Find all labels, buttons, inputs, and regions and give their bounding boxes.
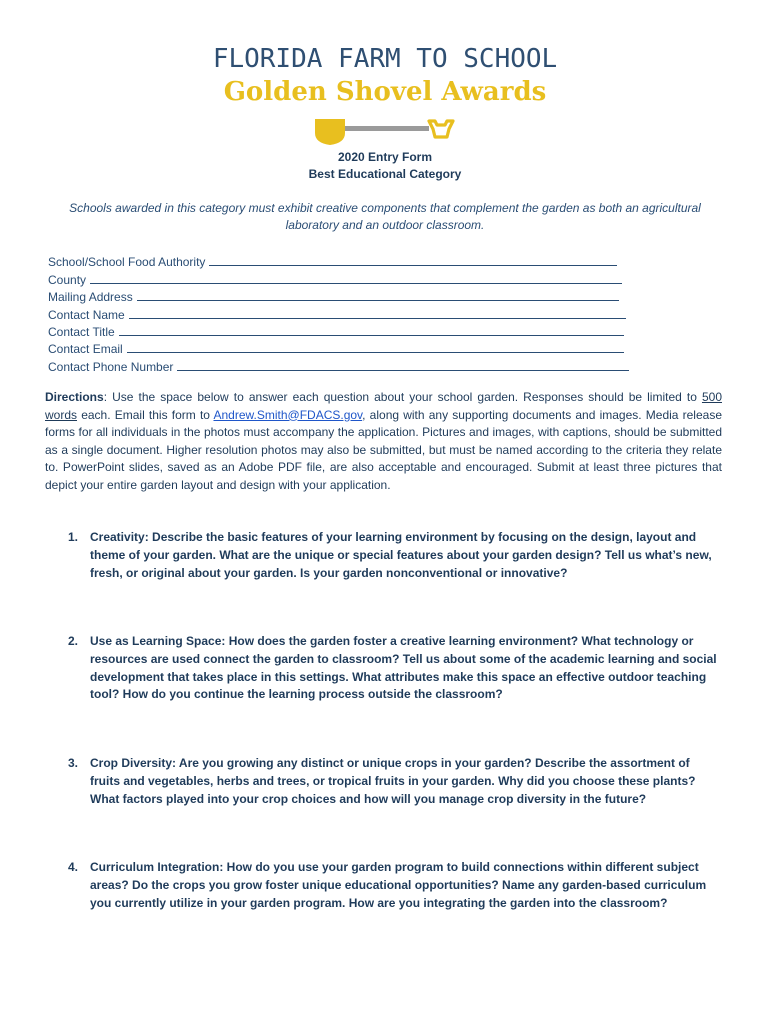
question-text: Curriculum Integration: How do you use your garden program to build connections within different subject areas? Do the crops you grow foster unique educational opportunities? Name any garden-based curriculum you currently utilize in your garden program. How are you integrating the garden into the classroom?	[90, 860, 707, 910]
question-crop-diversity	[68, 755, 720, 808]
field-line	[119, 334, 624, 336]
field-label: Contact Phone Number	[48, 359, 174, 374]
field-contact-email[interactable]	[48, 339, 648, 356]
form-category: Best Educational Category	[308, 167, 462, 181]
question-number: 2.	[68, 634, 79, 648]
category-description: Schools awarded in this category must exhibit creative components that complement the garden as both an agricultural laboratory and an outdoor classroom.	[69, 201, 701, 232]
field-line	[209, 264, 617, 266]
question-text: Crop Diversity: Are you growing any distinct or unique crops in your garden? Describe the assortment of fruits and vegetables, herbs and trees, or tropical fruits in your garden. Why did you choose these plants? What factors played into your crop choices and how will you manage crop diversity in the future?	[90, 756, 696, 806]
field-contact-name[interactable]	[48, 304, 648, 321]
field-label: Mailing Address	[48, 290, 133, 305]
directions-label: Directions	[45, 390, 104, 404]
question-creativity	[68, 529, 720, 582]
field-line	[90, 282, 622, 284]
question-number: 4.	[68, 860, 79, 874]
question-text: Use as Learning Space: How does the garden foster a creative learning environment? What technology or resources are used connect the garden to classroom? Tell us about some of the academic learning and social development that takes place in this settings. What attributes make this space an effective outdoor teaching tool? How do you continue the learning process outside the classroom?	[90, 634, 717, 702]
field-line	[129, 317, 626, 319]
directions-paragraph	[45, 389, 722, 495]
directions-text-1: : Use the space below to answer each question about your school garden. Responses should be limited to	[103, 390, 702, 404]
question-text: Creativity: Describe the basic features of your learning environment by focusing on the design, layout and theme of your garden. What are the unique or special features about your garden design? Tell us what’s new, fresh, or original about your garden. Is your garden nonconventional or innovative?	[90, 530, 712, 580]
word-limit: 500 words	[45, 390, 722, 422]
shovel-icon	[313, 115, 457, 147]
form-title: 2020 Entry Form	[337, 150, 433, 164]
field-label: School/School Food Authority	[48, 255, 206, 270]
field-contact-title[interactable]	[48, 322, 648, 339]
question-curriculum	[68, 859, 720, 912]
question-learning-space	[68, 633, 720, 704]
field-mailing-address[interactable]	[48, 287, 648, 304]
question-number: 3.	[68, 756, 79, 770]
contact-fields	[48, 252, 648, 374]
field-label: County	[48, 272, 87, 287]
field-label: Contact Name	[48, 307, 125, 322]
directions-text-2: each. Email this form to	[77, 407, 214, 422]
field-line	[137, 299, 619, 301]
directions-text-3: , along with any supporting documents and images. Media release forms for all individuals in the photos must accompany the application. Pictures and images, with captions, should be submitted as a single document. Higher resolution photos may also be submitted, but must be named according to the criteria they relate to. PowerPoint slides, saved as an Adobe PDF file, are also acceptable and encouraged. Submit at least three pictures that depict your entire garden layout and design with your application.	[45, 407, 722, 492]
field-school[interactable]	[48, 252, 648, 269]
email-link[interactable]: Andrew.Smith@FDACS.gov	[213, 407, 363, 422]
field-county[interactable]	[48, 269, 648, 286]
field-label: Contact Title	[48, 324, 115, 339]
field-line	[177, 369, 629, 371]
logo-title: FLORIDA FARM TO SCHOOL	[212, 44, 558, 74]
question-number: 1.	[68, 530, 79, 544]
field-contact-phone[interactable]	[48, 356, 648, 373]
logo-subtitle: Golden Shovel Awards	[223, 77, 547, 107]
field-line	[127, 351, 624, 353]
field-label: Contact Email	[48, 342, 123, 357]
